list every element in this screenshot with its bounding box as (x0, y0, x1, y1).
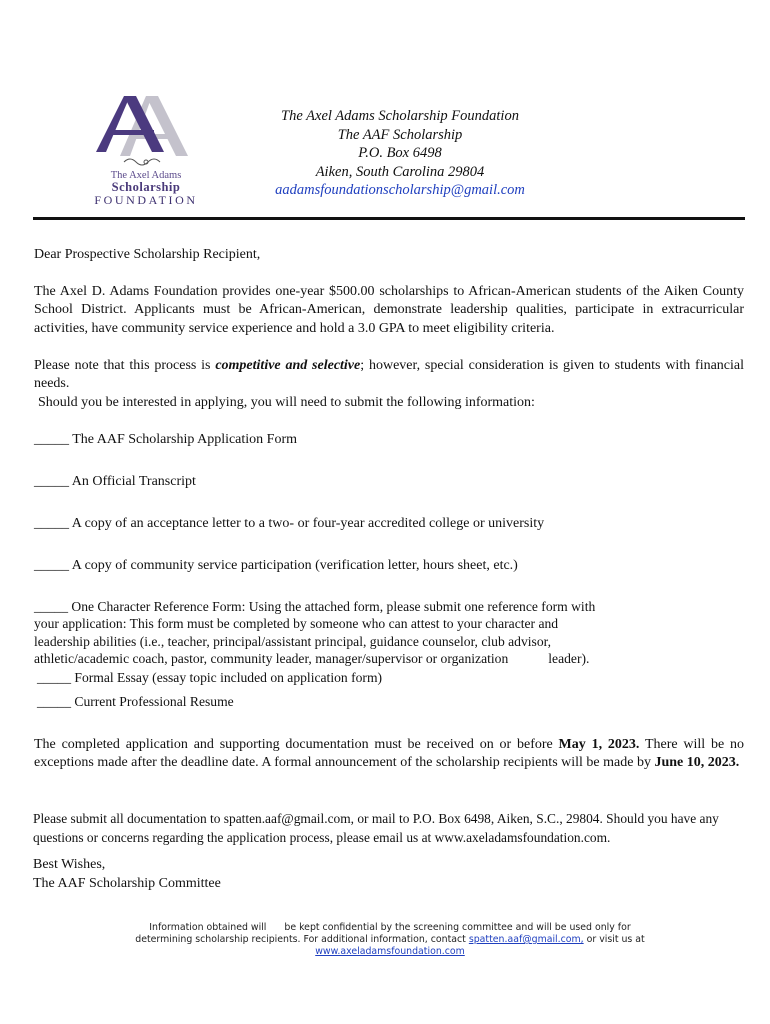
program-name: The AAF Scholarship (337, 126, 463, 143)
logo-text-line1: The Axel Adams (110, 170, 182, 181)
signature: The AAF Scholarship Committee (33, 876, 221, 891)
header-email-link[interactable]: aadamsfoundationscholarship@gmail.com (275, 182, 525, 198)
note-prefix: Please note that this process is (34, 358, 216, 373)
checklist-item-application-form: _____ The AAF Scholarship Application Form (34, 432, 298, 447)
announce-date: June 10, 2023. (654, 755, 740, 771)
checklist-item-acceptance-letter: _____ A copy of an acceptance letter to a two- or four-year accredited college or university (34, 516, 545, 531)
footer-email-link[interactable]: spatten.aaf@gmail.com, (468, 934, 584, 945)
deadline-date: May 1, 2023. (558, 737, 640, 752)
logo-text-line2: Scholarship (111, 180, 181, 194)
checklist-item-essay: _____ Formal Essay (essay topic included on application form) (37, 670, 383, 685)
reference-line-4: athletic/academic coach, pastor, community leader, manager/supervisor or organization (34, 651, 509, 667)
letterhead (240, 107, 560, 200)
city-state-zip: Aiken, South Carolina 29804 (315, 163, 485, 180)
logo-text-line3: FOUNDATION (94, 193, 198, 207)
intro-paragraph: The Axel D. Adams Foundation provides one-year $500.00 scholarships to African-American students of the Aiken County School District. Applicants must be African-American, demonstrate leadership qualities, participate in extracurricular activities, have community service experience and hold a 3.0 GPA to meet eligibility criteria. (34, 284, 744, 336)
checklist-item-resume: _____ Current Professional Resume (37, 694, 234, 709)
footer-website-link[interactable]: www.axeladamsfoundation.com (315, 946, 465, 957)
closing: Best Wishes, (33, 857, 106, 872)
footer-note (80, 922, 700, 958)
footer-line2-a: determining scholarship recipients. For additional information, contact (135, 934, 469, 945)
reference-line-5: leader). (548, 651, 590, 667)
note-suffix: ; however, special consideration is given to students with financial needs. (34, 358, 745, 392)
header-divider (33, 217, 745, 220)
deadline-text-2: There will be no exceptions made after the deadline date. A formal announcement of the scholarship recipients will be made by (34, 737, 745, 771)
checklist-item-reference-form (34, 598, 744, 668)
deadline-paragraph (34, 736, 744, 773)
reference-line-2: your application: This form must be completed by someone who can attest to your character and (34, 616, 559, 632)
foundation-logo (80, 92, 212, 210)
po-box: P.O. Box 6498 (358, 145, 442, 161)
deadline-text-1: The completed application and supporting documentation must be received on or before (34, 737, 559, 752)
apply-line: Should you be interested in applying, you will need to submit the following information: (38, 395, 535, 410)
salutation: Dear Prospective Scholarship Recipient, (34, 247, 261, 262)
org-name: The Axel Adams Scholarship Foundation (281, 108, 519, 124)
reference-line-1: _____ One Character Reference Form: Using the attached form, please submit one reference form with (34, 599, 596, 614)
checklist-item-community-service: _____ A copy of community service participation (verification letter, hours sheet, etc.) (34, 558, 518, 573)
footer-line1-a: Information obtained will (149, 922, 267, 933)
footer-line1-b: be kept confidential by the screening committee and will be used only for (284, 922, 631, 933)
submit-paragraph: Please submit all documentation to spatten.aaf@gmail.com, or mail to P.O. Box 6498, Aiken, S.C., 29804. Should you have any questions or concerns regarding the application process, please email us at www.axeladamsfoundation.com. (33, 811, 719, 845)
note-emphasis: competitive and selective (215, 358, 361, 373)
note-paragraph (34, 357, 744, 394)
logo-aa-monogram (80, 92, 212, 172)
checklist-item-transcript: _____ An Official Transcript (34, 474, 196, 489)
reference-line-3: leadership abilities (i.e., teacher, principal/assistant principal, guidance counselor, club advisor, (34, 633, 552, 649)
footer-line2-b: or visit us at (583, 934, 645, 945)
